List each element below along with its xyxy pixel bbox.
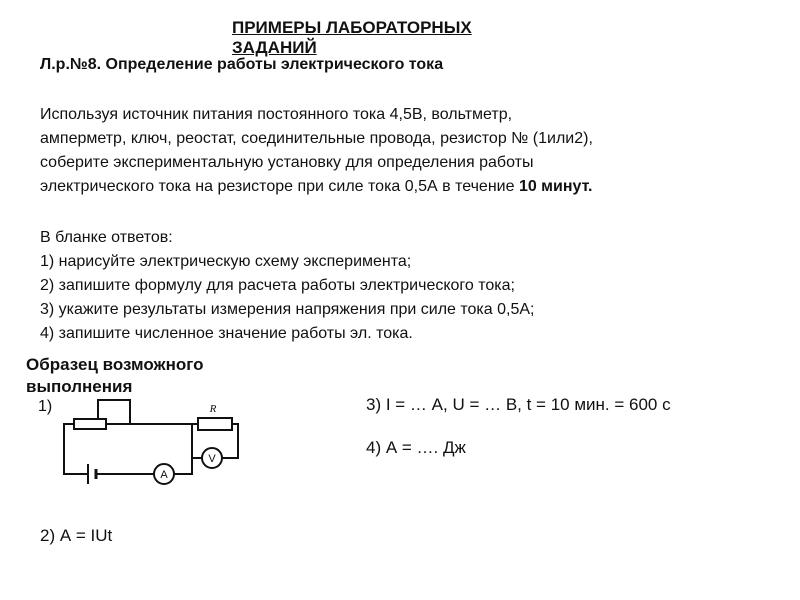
wire-bottom-right [174,458,192,474]
wire-left [64,434,88,474]
instruction-item: 2) запишите формулу для расчета работы электрического тока; [40,277,515,294]
task-line [40,175,770,199]
circuit-diagram [50,392,250,492]
answer-2: 2) А = IUt [40,526,113,545]
resistor [198,418,232,430]
rheostat-body [74,419,106,429]
task-line: Используя источник питания постоянного тока 4,5В, вольтметр, [40,106,513,123]
sample-title: Образец возможного выполнения [26,355,204,396]
resistor-label: R [209,403,217,415]
voltmeter-label: V [208,453,216,465]
answer-3: 3) I = … А, U = … В, t = 10 мин. = 600 с [366,395,671,414]
task-text [40,103,770,199]
header-title: ПРИМЕРЫ ЛАБОРАТОРНЫХ ЗАДАНИЙ [232,18,472,57]
task-line-text: электрического тока на резисторе при силе тока 0,5А в течение [40,178,519,195]
task-duration: 10 минут. [518,178,593,195]
instruction-item: 3) укажите результаты измерения напряжения при силе тока 0,5А; [40,301,535,318]
instruction-item: 4) запишите численное значение работы эл. тока. [40,325,413,342]
sample-item1-number: 1) [38,398,53,415]
task-line: соберите экспериментальную установку для определения работы [40,154,534,171]
instructions [40,226,770,346]
answer-4: 4) А = …. Дж [366,438,466,457]
wire-top-left [64,424,74,434]
ammeter-label: A [160,469,168,481]
instructions-heading: В бланке ответов: [40,229,173,246]
instruction-item: 1) нарисуйте электрическую схему эксперимента; [40,253,412,270]
task-line: амперметр, ключ, реостат, соединительные провода, резистор № (1или2), [40,130,593,147]
lab-title: Л.р.№8. Определение работы электрического тока [40,56,444,73]
